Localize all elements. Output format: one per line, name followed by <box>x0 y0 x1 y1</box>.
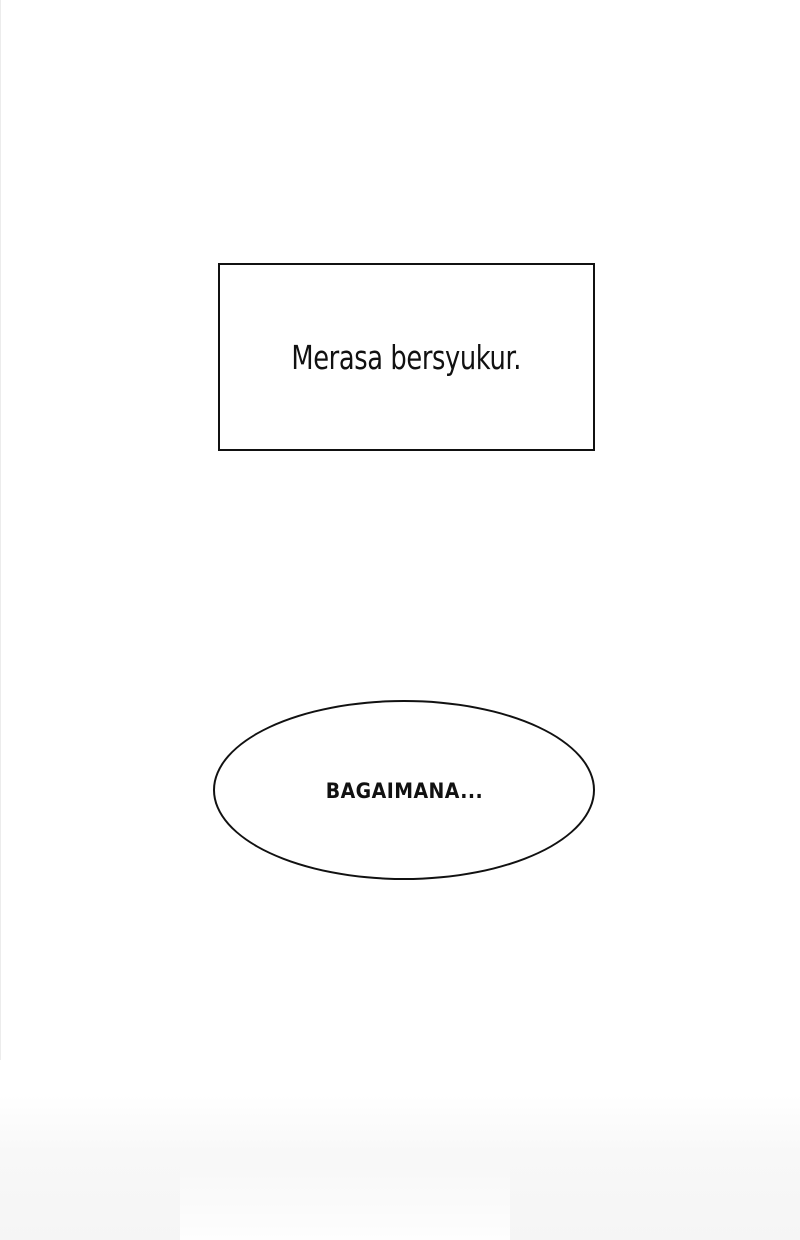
speech-bubble-text: BAGAIMANA... <box>325 779 483 803</box>
bottom-fade-highlight <box>180 1160 510 1240</box>
narration-box <box>218 263 595 451</box>
page-edge-line <box>0 0 1 1060</box>
speech-bubble <box>213 700 595 880</box>
narration-text: Merasa bersyukur. <box>291 337 522 377</box>
